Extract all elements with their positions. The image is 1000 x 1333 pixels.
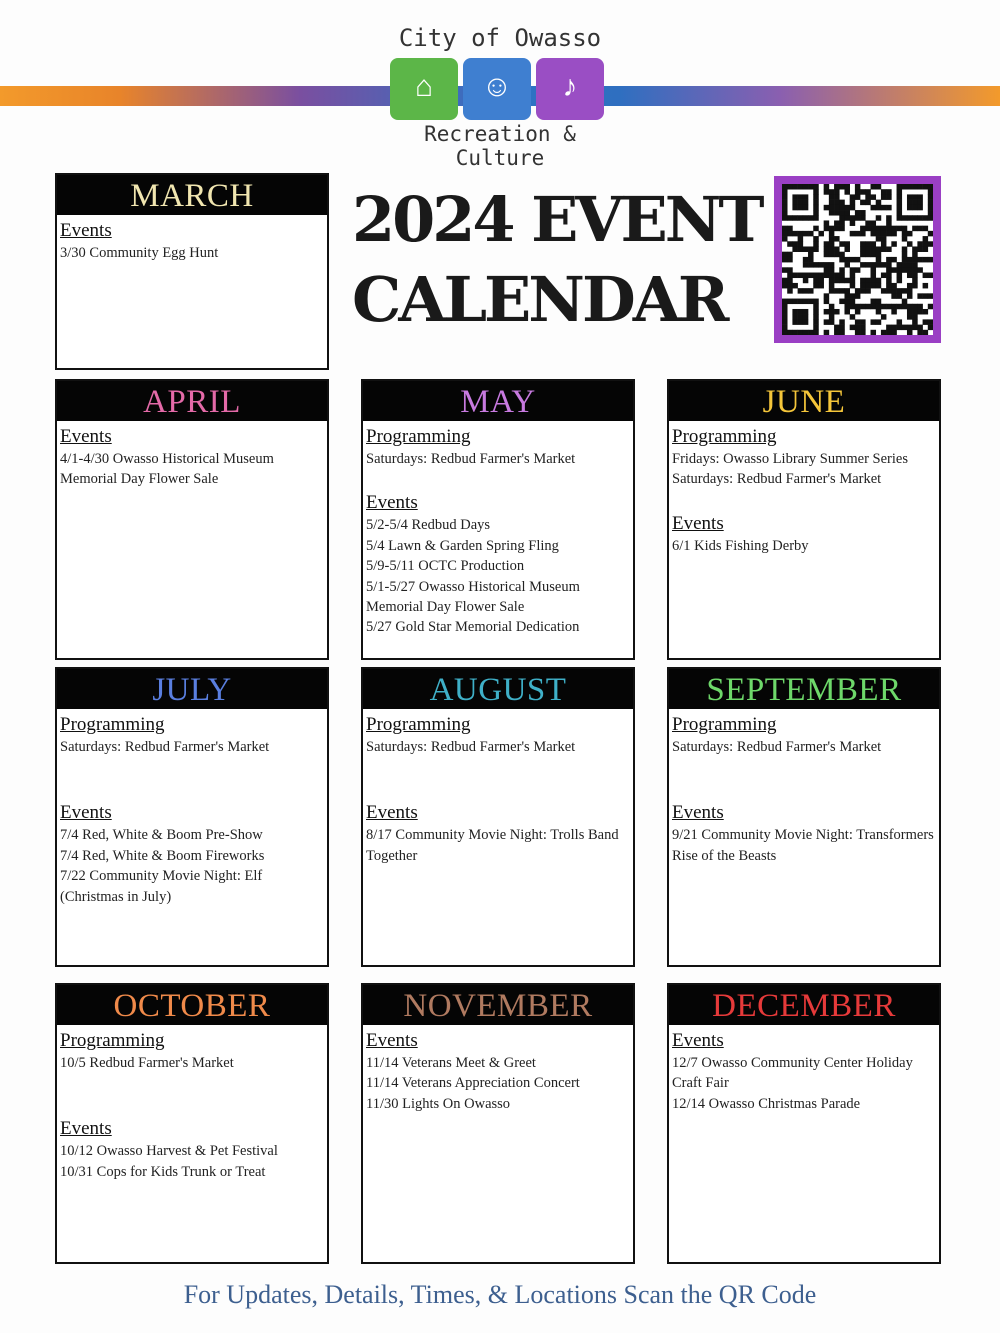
event-item: 10/5 Redbud Farmer's Market (60, 1055, 234, 1071)
section-label-events: Events (60, 1118, 112, 1140)
event-item: 5/27 Gold Star Memorial Dedication (366, 619, 580, 636)
event-item: Fridays: Owasso Library Summer Series (672, 451, 908, 467)
logo-city-text: City of Owasso (398, 24, 602, 52)
section-label-events: Events (366, 1030, 418, 1051)
event-item: 11/14 Veterans Meet & Greet (366, 1055, 536, 1071)
month-body (669, 1025, 939, 1114)
section-label-events: Events (366, 492, 418, 514)
event-item: 4/1-4/30 Owasso Historical Museum Memorial Day Flower Sale (60, 451, 274, 488)
music-microphone-icon: ♪ (536, 58, 604, 120)
section-label-events: Events (672, 802, 724, 824)
month-title: OCTOBER (57, 985, 327, 1025)
section-label-programming: Programming (366, 714, 471, 735)
event-item: Saturdays: Redbud Farmer's Market (366, 451, 576, 467)
city-logo (385, 10, 615, 170)
month-body (57, 215, 327, 263)
month-title: DECEMBER (669, 985, 939, 1025)
event-item: 5/2-5/4 Redbud Days (366, 517, 491, 534)
event-item: Saturdays: Redbud Farmer's Market (366, 739, 576, 755)
section-label-programming: Programming (60, 714, 165, 735)
event-item: 7/4 Red, White & Boom Pre-Show (60, 827, 263, 844)
playground-icon: ⌂ (390, 58, 458, 120)
page-title (352, 180, 772, 340)
month-title: APRIL (57, 381, 327, 421)
footer-note: For Updates, Details, Times, & Locations Scan the QR Code (183, 1280, 817, 1309)
event-item: 6/1 Kids Fishing Derby (672, 537, 809, 554)
family-icon: ☺ (463, 58, 531, 120)
month-title: SEPTEMBER (669, 669, 939, 709)
month-card-march (55, 173, 329, 370)
section-label-events: Events (672, 512, 724, 534)
event-item: 11/30 Lights On Owasso (366, 1095, 511, 1112)
event-item: 12/7 Owasso Community Center Holiday Craft Fair (672, 1055, 913, 1092)
month-body (669, 709, 939, 866)
month-body (57, 1025, 327, 1182)
month-title: JULY (57, 669, 327, 709)
month-body (57, 709, 327, 907)
month-title: JUNE (669, 381, 939, 421)
event-item: 5/1-5/27 Owasso Historical Museum Memorial Day Flower Sale (366, 578, 580, 616)
event-item: 12/14 Owasso Christmas Parade (672, 1095, 861, 1112)
month-title: MAY (363, 381, 633, 421)
event-item: Saturdays: Redbud Farmer's Market (672, 739, 882, 755)
section-label-programming: Programming (672, 714, 777, 735)
month-card-july (55, 667, 329, 967)
event-item: 7/4 Red, White & Boom Fireworks (60, 847, 265, 864)
title-line-1: 2024 EVENT (352, 183, 762, 256)
month-card-june (667, 379, 941, 660)
month-body (57, 421, 327, 490)
month-body (363, 1025, 633, 1114)
section-label-events: Events (60, 220, 112, 241)
section-label-events: Events (60, 426, 112, 447)
month-card-april (55, 379, 329, 660)
section-label-programming: Programming (672, 426, 777, 447)
event-item: 8/17 Community Movie Night: Trolls Band Together (366, 827, 619, 864)
event-item: 5/9-5/11 OCTC Production (366, 558, 525, 575)
title-line-2: CALENDAR (352, 263, 727, 336)
month-card-november (361, 983, 635, 1264)
event-item: 3/30 Community Egg Hunt (60, 245, 219, 261)
event-item: Saturdays: Redbud Farmer's Market (672, 471, 882, 488)
event-item: 11/14 Veterans Appreciation Concert (366, 1075, 580, 1092)
month-card-september (667, 667, 941, 967)
event-item: Saturdays: Redbud Farmer's Market (60, 739, 270, 755)
event-item: 5/4 Lawn & Garden Spring Fling (366, 537, 559, 554)
month-card-august (361, 667, 635, 967)
event-item: 9/21 Community Movie Night: Transformers Rise of the Beasts (672, 827, 934, 864)
month-card-may (361, 379, 635, 660)
event-item: 7/22 Community Movie Night: Elf (Christmas in July) (60, 868, 263, 905)
section-label-events: Events (60, 802, 112, 824)
qr-code-icon[interactable] (774, 176, 941, 343)
month-title: AUGUST (363, 669, 633, 709)
section-label-programming: Programming (60, 1030, 165, 1051)
section-label-events: Events (672, 1030, 724, 1051)
month-body (363, 421, 633, 638)
event-item: 10/31 Cops for Kids Trunk or Treat (60, 1163, 266, 1180)
month-body (669, 421, 939, 556)
event-item: 10/12 Owasso Harvest & Pet Festival (60, 1143, 278, 1160)
section-label-events: Events (366, 802, 418, 824)
month-title: NOVEMBER (363, 985, 633, 1025)
logo-tagline: Recreation & Culture (424, 122, 576, 170)
month-card-october (55, 983, 329, 1264)
section-label-programming: Programming (366, 426, 471, 447)
month-title: MARCH (57, 175, 327, 215)
month-body (363, 709, 633, 866)
month-card-december (667, 983, 941, 1264)
